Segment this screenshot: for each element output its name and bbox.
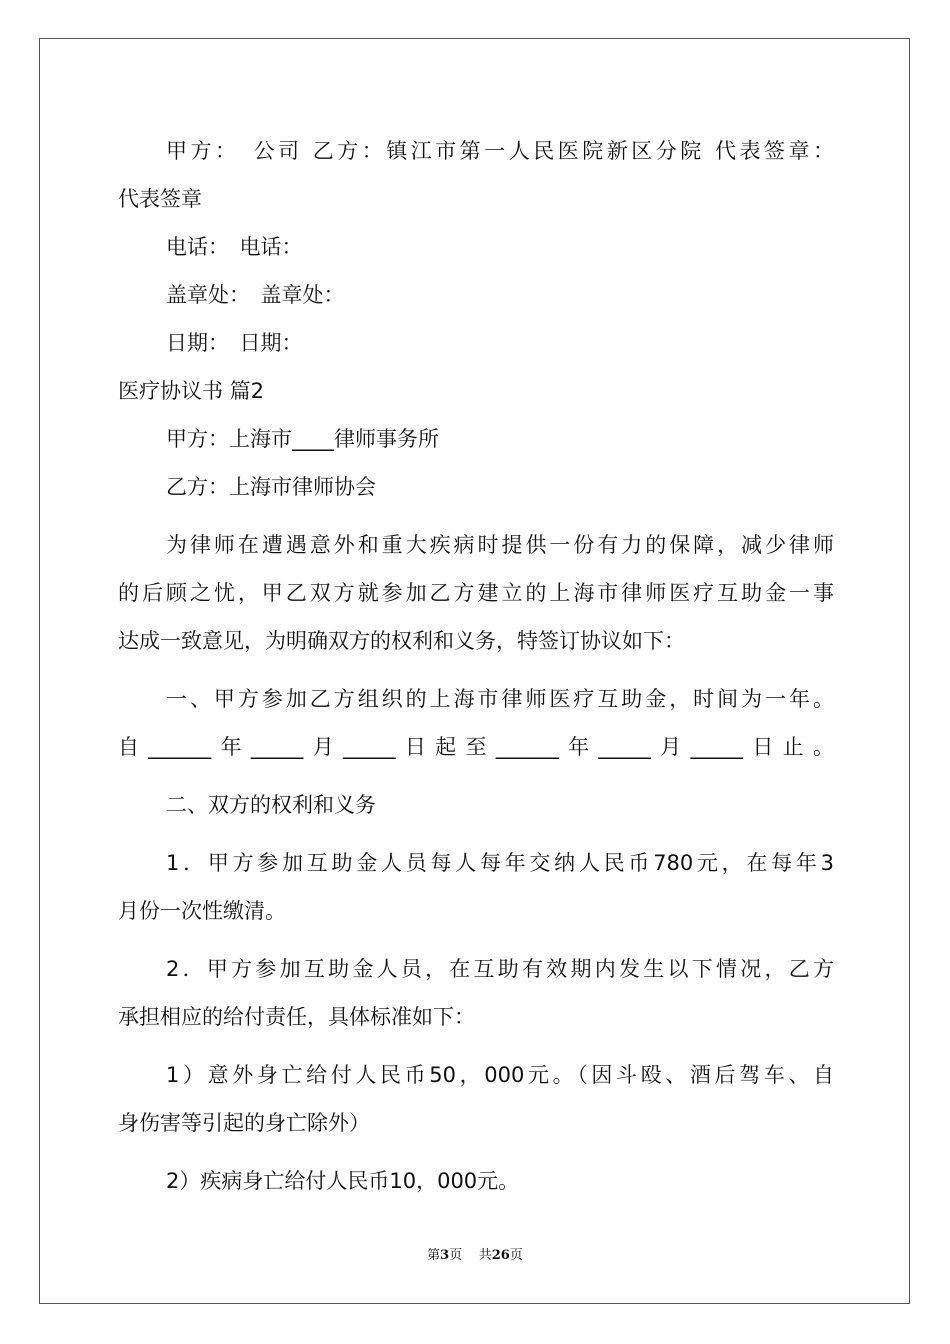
signature-line-seal: 盖章处： 盖章处： xyxy=(166,283,345,307)
signature-line-date: 日期： 日期： xyxy=(166,331,303,355)
item-1-line-1: 1．甲方参加互助金人员每人每年交纳人民币780元，在每年3 xyxy=(166,851,834,875)
subitem-1-line-1: 1）意外身亡给付人民币50，000元。（因斗殴、酒后驾车、自 xyxy=(166,1063,834,1087)
document-body xyxy=(118,127,834,1205)
item-2-line-1: 2．甲方参加互助金人员，在互助有效期内发生以下情况，乙方 xyxy=(166,957,834,981)
section-heading: 医疗协议书 篇2 xyxy=(118,379,265,403)
page-suffix: 页 xyxy=(449,1248,463,1263)
party-b-line: 乙方：上海市律师协会 xyxy=(166,475,376,499)
page-footer xyxy=(0,1244,950,1263)
preamble-line-1: 为律师在遭遇意外和重大疾病时提供一份有力的保障，减少律师 xyxy=(166,533,834,557)
item-1-line-2: 月份一次性缴清。 xyxy=(118,899,286,923)
signature-line-representative: 代表签章 xyxy=(118,187,202,211)
total-prefix: 共 xyxy=(478,1248,492,1263)
subitem-1-line-2: 身伤害等引起的身亡除外） xyxy=(118,1111,370,1135)
subitem-2-line: 2）疾病身亡给付人民币10，000元。 xyxy=(166,1169,520,1193)
total-page-number: 26 xyxy=(491,1248,510,1263)
preamble-line-2: 的后顾之忧，甲乙双方就参加乙方建立的上海市律师医疗互助金一事 xyxy=(118,581,834,605)
party-a-line: 甲方：上海市____律师事务所 xyxy=(166,427,439,451)
page-prefix: 第 xyxy=(427,1248,441,1263)
preamble-line-3: 达成一致意见，为明确双方的权利和义务，特签订协议如下： xyxy=(118,629,685,653)
total-suffix: 页 xyxy=(509,1248,523,1263)
clause-1-line-1: 一、甲方参加乙方组织的上海市律师医疗互助金，时间为一年。 xyxy=(166,687,834,711)
item-2-line-2: 承担相应的给付责任，具体标准如下： xyxy=(118,1005,475,1029)
current-page-number: 3 xyxy=(440,1248,450,1263)
clause-1-line-2: 自______年_____月_____日起至______年_____月_____日止。 xyxy=(118,735,834,759)
signature-line-parties: 甲方： 公司 乙方：镇江市第一人民医院新区分院 代表签章： xyxy=(166,139,834,163)
clause-2-heading: 二、双方的权利和义务 xyxy=(166,793,376,817)
signature-line-phone: 电话： 电话： xyxy=(166,235,303,259)
